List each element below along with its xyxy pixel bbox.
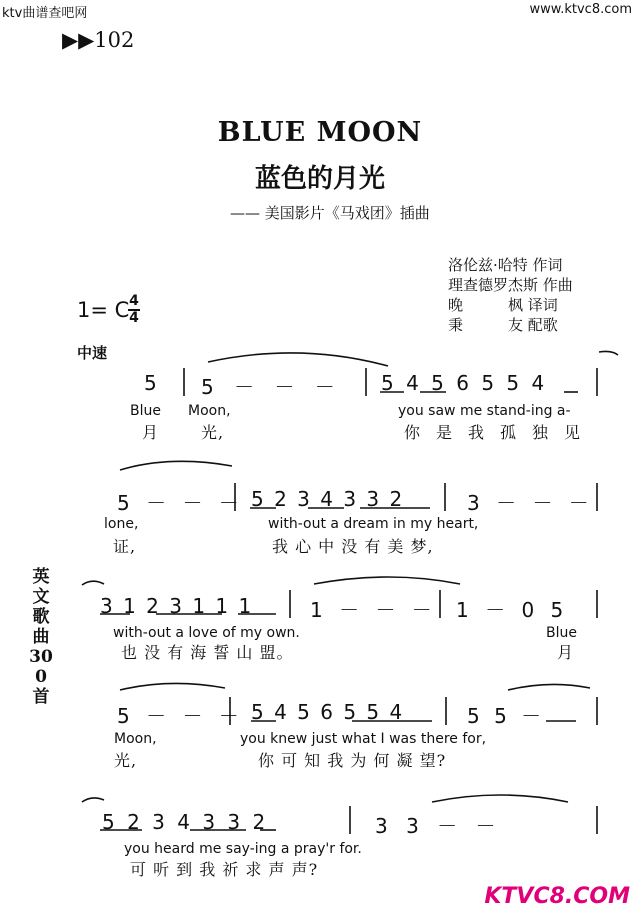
credit-translator: 晚 枫 译词 xyxy=(448,296,558,314)
page-number: ▶▶102 xyxy=(62,28,135,52)
meter-top: 4 xyxy=(129,293,139,309)
line1-bar1-notes: 5 － － － xyxy=(201,375,335,399)
line1-lyric-cn-1: 月 xyxy=(142,423,160,442)
meter-bottom: 4 xyxy=(129,310,139,326)
line4-lyric-en-2: you knew just what I was there for, xyxy=(240,731,487,747)
site-logo: KTVC8.COM xyxy=(484,884,630,909)
line2-bar2-notes: 5 2 3 4 3 3 2 xyxy=(251,487,403,511)
line3-bar2-notes: 1 － － － xyxy=(310,598,432,622)
line2-bar1-notes: 5 － － － xyxy=(117,491,239,515)
tie xyxy=(120,461,232,470)
credit-lyricist: 洛伦兹·哈特 作词 xyxy=(448,256,563,274)
song-title: BLUE MOON xyxy=(217,117,423,148)
credit-composer: 理查德罗杰斯 作曲 xyxy=(448,276,573,294)
watermark-site-name: ktv曲谱查吧网 xyxy=(2,6,88,21)
line3-lyric-en-1: with-out a love of my own. xyxy=(113,625,300,641)
song-title-chinese: 蓝色的月光 xyxy=(254,164,385,194)
credit-arranger: 秉 友 配歌 xyxy=(448,316,558,334)
key-signature: 1= C xyxy=(77,298,130,322)
line5-lyric-en-1: you heard me say-ing a pray'r for. xyxy=(124,841,362,857)
tempo-marking: 中速 xyxy=(77,344,108,362)
line3-bar3-notes: 1 － 0 5 xyxy=(456,598,564,622)
line5-lyric-cn-1: 可 听 到 我 祈 求 声 声? xyxy=(130,860,319,879)
tie xyxy=(432,795,568,802)
tie xyxy=(82,581,104,585)
line1-lyric-en-3: you saw me stand-ing a- xyxy=(398,403,571,419)
line4-lyric-cn-1: 光, xyxy=(114,751,138,770)
line5-bar1-notes: 5 2 3 4 3 3 2 xyxy=(102,810,266,834)
line2-lyric-en-2: with-out a dream in my heart, xyxy=(268,516,479,532)
line1-lyric-cn-2: 光, xyxy=(201,423,225,442)
tie xyxy=(120,683,225,690)
line1-lyric-en-1: Blue xyxy=(130,403,161,419)
side-book-title: 英文歌曲300首 xyxy=(29,567,53,707)
line2-bar3-notes: 3 － － － xyxy=(467,491,589,515)
line1-lyric-en-2: Moon, xyxy=(188,403,231,419)
line4-lyric-en-1: Moon, xyxy=(114,731,157,747)
line4-bar2-notes: 5 4 5 6 5 5 4 xyxy=(251,700,403,724)
line2-lyric-cn-1: 证, xyxy=(113,537,137,556)
line1-pickup-notes: 5 xyxy=(144,371,157,395)
line5-bar2-notes: 3 3 － － xyxy=(375,814,496,838)
tie xyxy=(208,353,388,366)
line3-lyric-en-2: Blue xyxy=(546,625,577,641)
line2-lyric-cn-2: 我 心 中 没 有 美 梦, xyxy=(272,537,434,556)
song-origin: —— 美国影片《马戏团》插曲 xyxy=(230,204,430,222)
tie xyxy=(508,684,590,690)
line3-bar1-notes: 3 1 2 3 1 1 1 xyxy=(100,594,252,618)
line1-bar2-notes: 5 4 5 6 5 5 4 xyxy=(381,371,545,395)
tie xyxy=(599,351,618,355)
line4-lyric-cn-2: 你 可 知 我 为 何 凝 望? xyxy=(258,751,447,770)
line1-lyric-cn-3: 你是我孤独见 xyxy=(404,423,597,442)
line3-lyric-cn-1: 也 没 有 海 誓 山 盟。 xyxy=(121,643,294,662)
tie xyxy=(82,798,104,802)
line2-lyric-en-1: lone, xyxy=(104,516,139,532)
line4-bar3-notes: 5 5 － xyxy=(467,704,542,728)
line3-lyric-cn-2: 月 xyxy=(557,643,575,662)
watermark-site-url: www.ktvc8.com xyxy=(529,2,632,17)
line4-bar1-notes: 5 － － － xyxy=(117,704,239,728)
tie xyxy=(314,577,460,584)
